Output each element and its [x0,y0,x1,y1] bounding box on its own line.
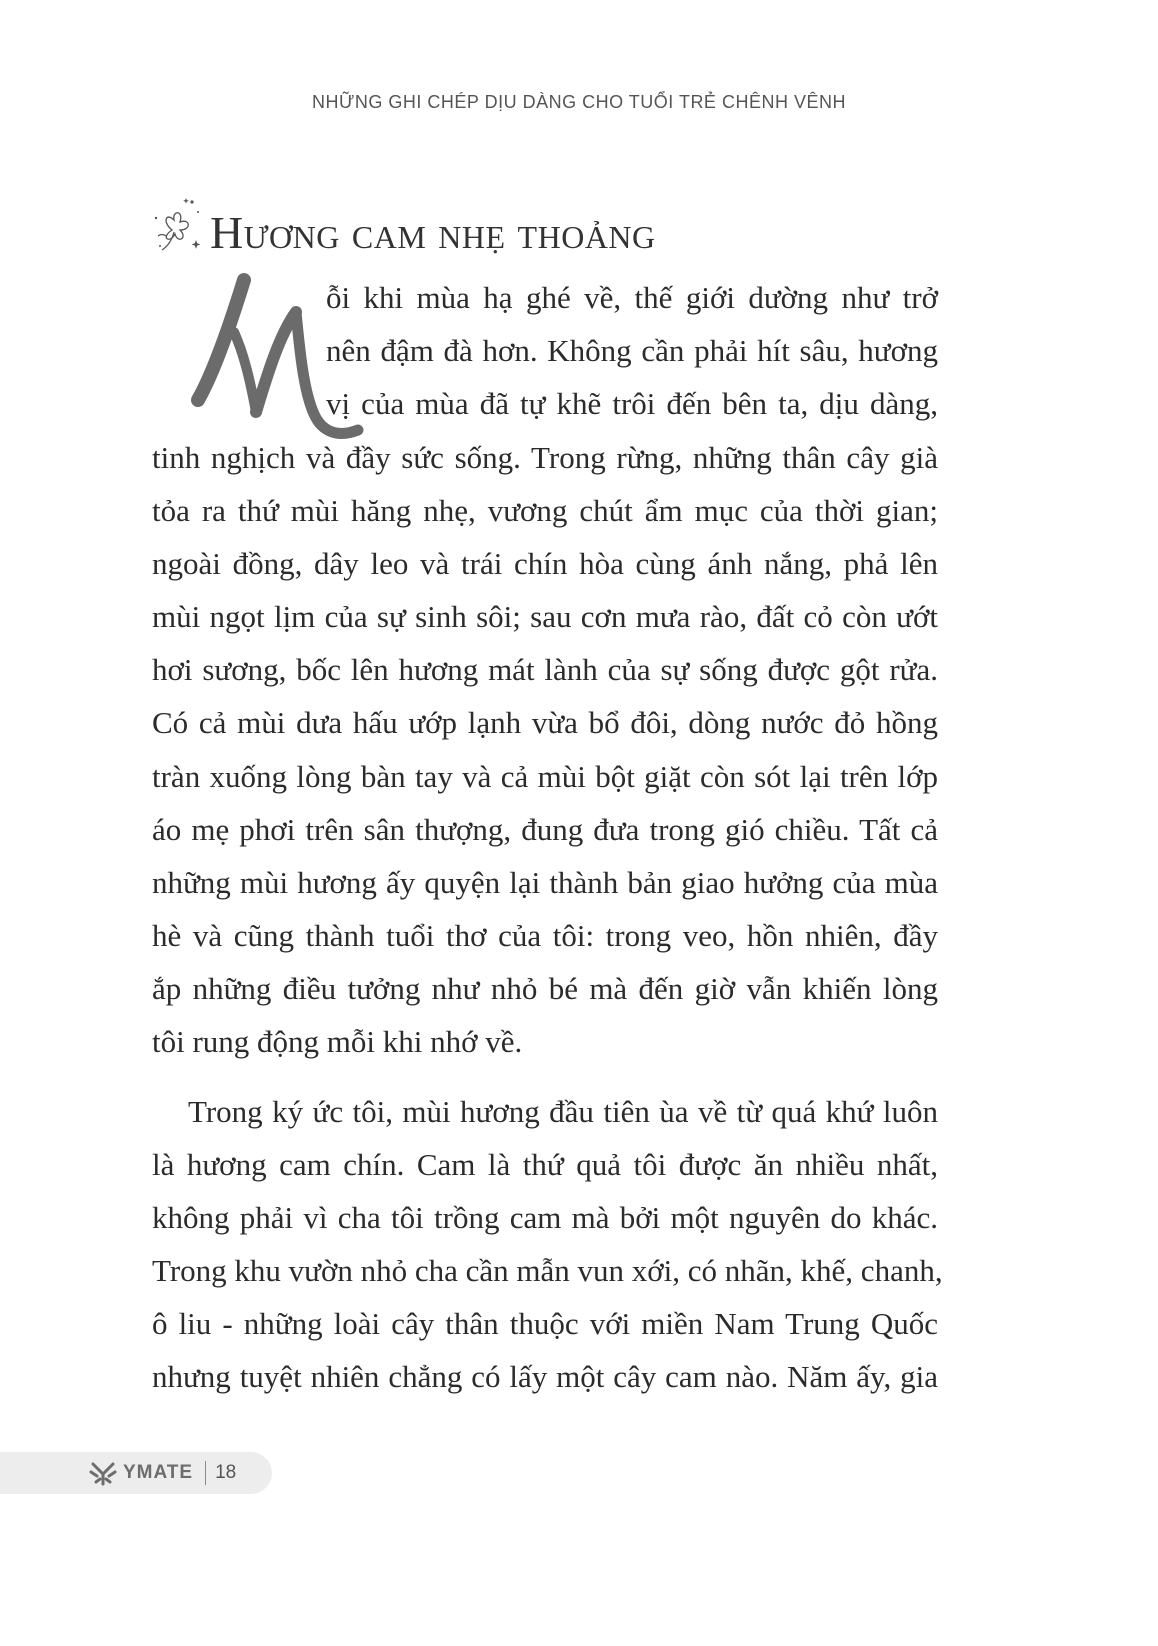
text-line: những mùi hương ấy quyện lại thành bản giao hưởng của mùa [152,864,938,900]
text-line: nên đậm đà hơn. Không cần phải hít sâu, hương [326,333,938,369]
text-line: áo mẹ phơi trên sân thượng, đung đưa trong gió chiều. Tất cả [152,811,938,847]
paragraph-1-wrapped [326,271,938,430]
text-line: không phải vì cha tôi trồng cam mà bởi một nguyên do khác. [152,1200,938,1236]
ymate-logo-icon [88,1460,118,1486]
paragraph-2 [152,1085,943,1404]
text-line: tỏa ra thứ mùi hăng nhẹ, vương chút ẩm mục của thời gian; [152,493,938,529]
running-header: NHỮNG GHI CHÉP DỊU DÀNG CHO TUỔI TRẺ CHÊNH VÊNH [312,92,846,112]
text-line: hơi sương, bốc lên hương mát lành của sự sống được gột rửa. [152,652,938,688]
text-line: hè và cũng thành tuổi thơ của tôi: trong veo, hồn nhiên, đầy [152,917,938,953]
footer-divider [205,1461,206,1485]
chapter-title: Hương cam nhẹ thoảng [210,207,656,258]
text-line: vị của mùa đã tự khẽ trôi đến bên ta, dịu dàng, [326,386,938,422]
page-number: 18 [215,1462,237,1483]
text-line: là hương cam chín. Cam là thứ quả tôi được ăn nhiều nhất, [152,1147,938,1183]
flower-ornament-icon [150,196,204,256]
text-line: ngoài đồng, dây leo và trái chín hòa cùng ánh nắng, phả lên [152,546,938,582]
brand-name: YMATE [123,1462,194,1483]
text-line: mùi ngọt lịm của sự sinh sôi; sau cơn mưa rào, đất cỏ còn ướt [152,599,938,635]
text-line: tinh nghịch và đầy sức sống. Trong rừng, những thân cây già [152,440,938,475]
paragraph-1 [152,431,938,1068]
text-line: Có cả mùi dưa hấu ướp lạnh vừa bổ đôi, dòng nước đỏ hồng [152,705,938,741]
text-line: ỗi khi mùa hạ ghé về, thế giới dường như trở [326,280,938,315]
text-line: tôi rung động mỗi khi nhớ về. [152,1024,523,1060]
text-line: ô liu - những loài cây thân thuộc với miền Nam Trung Quốc [152,1306,938,1342]
text-line: Trong khu vườn nhỏ cha cần mẫn vun xới, có nhãn, khế, chanh, [152,1253,943,1289]
text-line: nhưng tuyệt nhiên chẳng có lấy một cây cam nào. Năm ấy, gia [152,1359,938,1395]
chapter-heading [150,190,656,256]
page-footer [0,1452,272,1494]
text-line: Trong ký ức tôi, mùi hương đầu tiên ùa về từ quá khứ luôn [188,1094,938,1129]
text-line: ắp những điều tưởng như nhỏ bé mà đến giờ vẫn khiến lòng [152,970,938,1006]
text-line: tràn xuống lòng bàn tay và cả mùi bột giặt còn sót lại trên lớp [152,758,938,794]
